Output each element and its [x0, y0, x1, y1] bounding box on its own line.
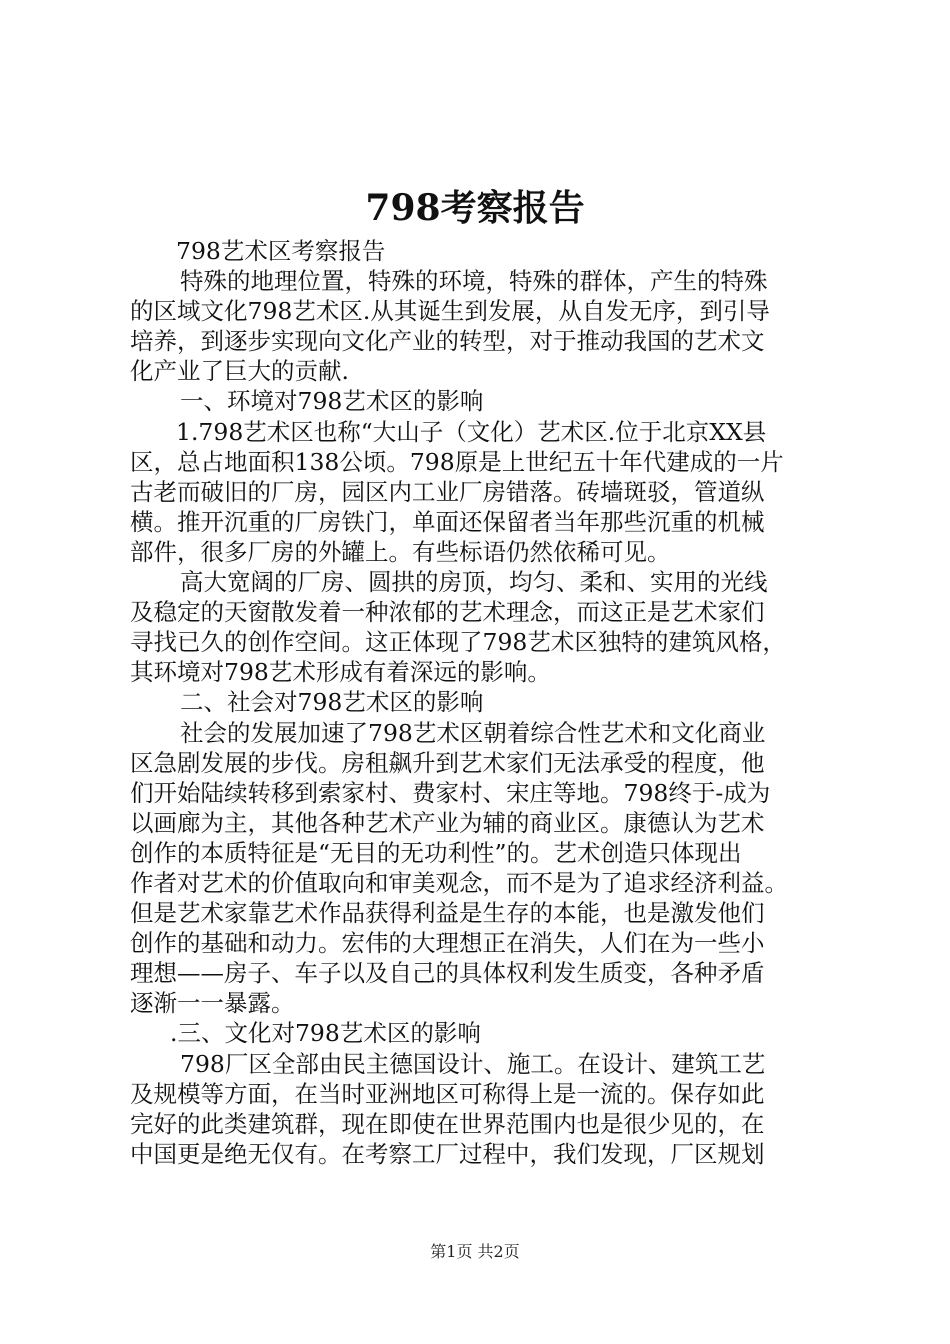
- body-line: 创作的基础和动力。宏伟的大理想正在消失，人们在为一些小: [130, 929, 765, 958]
- body-line: 及规模等方面，在当时亚洲地区可称得上是一流的。保存如此: [130, 1079, 765, 1108]
- body-line: .三、文化对798艺术区的影响: [170, 1019, 481, 1048]
- body-line: 中国更是绝无仅有。在考察工厂过程中，我们发现，厂区规划: [130, 1139, 765, 1168]
- body-line: 逐渐一一暴露。: [130, 989, 295, 1018]
- body-line: 区，总占地面积138公顷。798原是上世纪五十年代建成的一片: [130, 447, 784, 476]
- body-line: 社会的发展加速了798艺术区朝着综合性艺术和文化商业: [180, 718, 766, 747]
- body-line: 创作的本质特征是“无目的无功利性”的。艺术创造只体现出: [130, 838, 742, 867]
- body-line: 其环境对798艺术形成有着深远的影响。: [130, 658, 551, 687]
- body-line: 及稳定的天窗散发着一种浓郁的艺术理念，而这正是艺术家们: [130, 598, 765, 627]
- page-footer: 第1页 共2页: [430, 1242, 520, 1261]
- body-line: 的区域文化798艺术区.从其诞生到发展，从自发无序，到引导: [130, 297, 770, 326]
- body-line: 798艺术区考察报告: [176, 237, 386, 265]
- body-line: 高大宽阔的厂房、圆拱的房顶，均匀、柔和、实用的光线: [180, 568, 768, 597]
- body-line: 以画廊为主，其他各种艺术产业为辅的商业区。康德认为艺术: [130, 808, 765, 837]
- body-line: 化产业了巨大的贡献.: [130, 357, 349, 386]
- body-line: 区急剧发展的步伐。房租飙升到艺术家们无法承受的程度，他: [130, 748, 765, 777]
- document-body: [130, 236, 835, 1169]
- body-line: 部件，很多厂房的外罐上。有些标语仍然依稀可见。: [130, 537, 671, 566]
- body-line: 作者对艺术的价值取向和审美观念，而不是为了追求经济利益。: [130, 868, 788, 897]
- body-line: 培养，到逐步实现向文化产业的转型，对于推动我国的艺术文: [130, 327, 765, 356]
- body-line: 古老而破旧的厂房，园区内工业厂房错落。砖墙斑驳，管道纵: [130, 477, 765, 506]
- body-line: 们开始陆续转移到索家村、费家村、宋庄等地。798终于-成为: [130, 778, 771, 807]
- body-line: 但是艺术家靠艺术作品获得利益是生存的本能，也是激发他们: [130, 899, 765, 928]
- body-line: 理想——房子、车子以及自己的具体权利发生质变，各种矛盾: [130, 959, 765, 988]
- body-line: 特殊的地理位置，特殊的环境，特殊的群体，产生的特殊: [180, 267, 768, 296]
- body-line: 横。推开沉重的厂房铁门，单面还保留者当年那些沉重的机械: [130, 507, 765, 536]
- body-line: 一、环境对798艺术区的影响: [180, 387, 484, 416]
- body-line: 二、社会对798艺术区的影响: [180, 688, 484, 717]
- page-title: 798考察报告: [365, 187, 585, 229]
- body-line: 798厂区全部由民主德国设计、施工。在设计、建筑工艺: [180, 1049, 766, 1078]
- body-line: 1.798艺术区也称“大山子（文化）艺术区.位于北京XX县: [176, 417, 767, 446]
- body-line: 完好的此类建筑群，现在即使在世界范围内也是很少见的，在: [130, 1109, 765, 1138]
- body-line: 寻找已久的创作空间。这正体现了798艺术区独特的建筑风格，: [130, 628, 786, 657]
